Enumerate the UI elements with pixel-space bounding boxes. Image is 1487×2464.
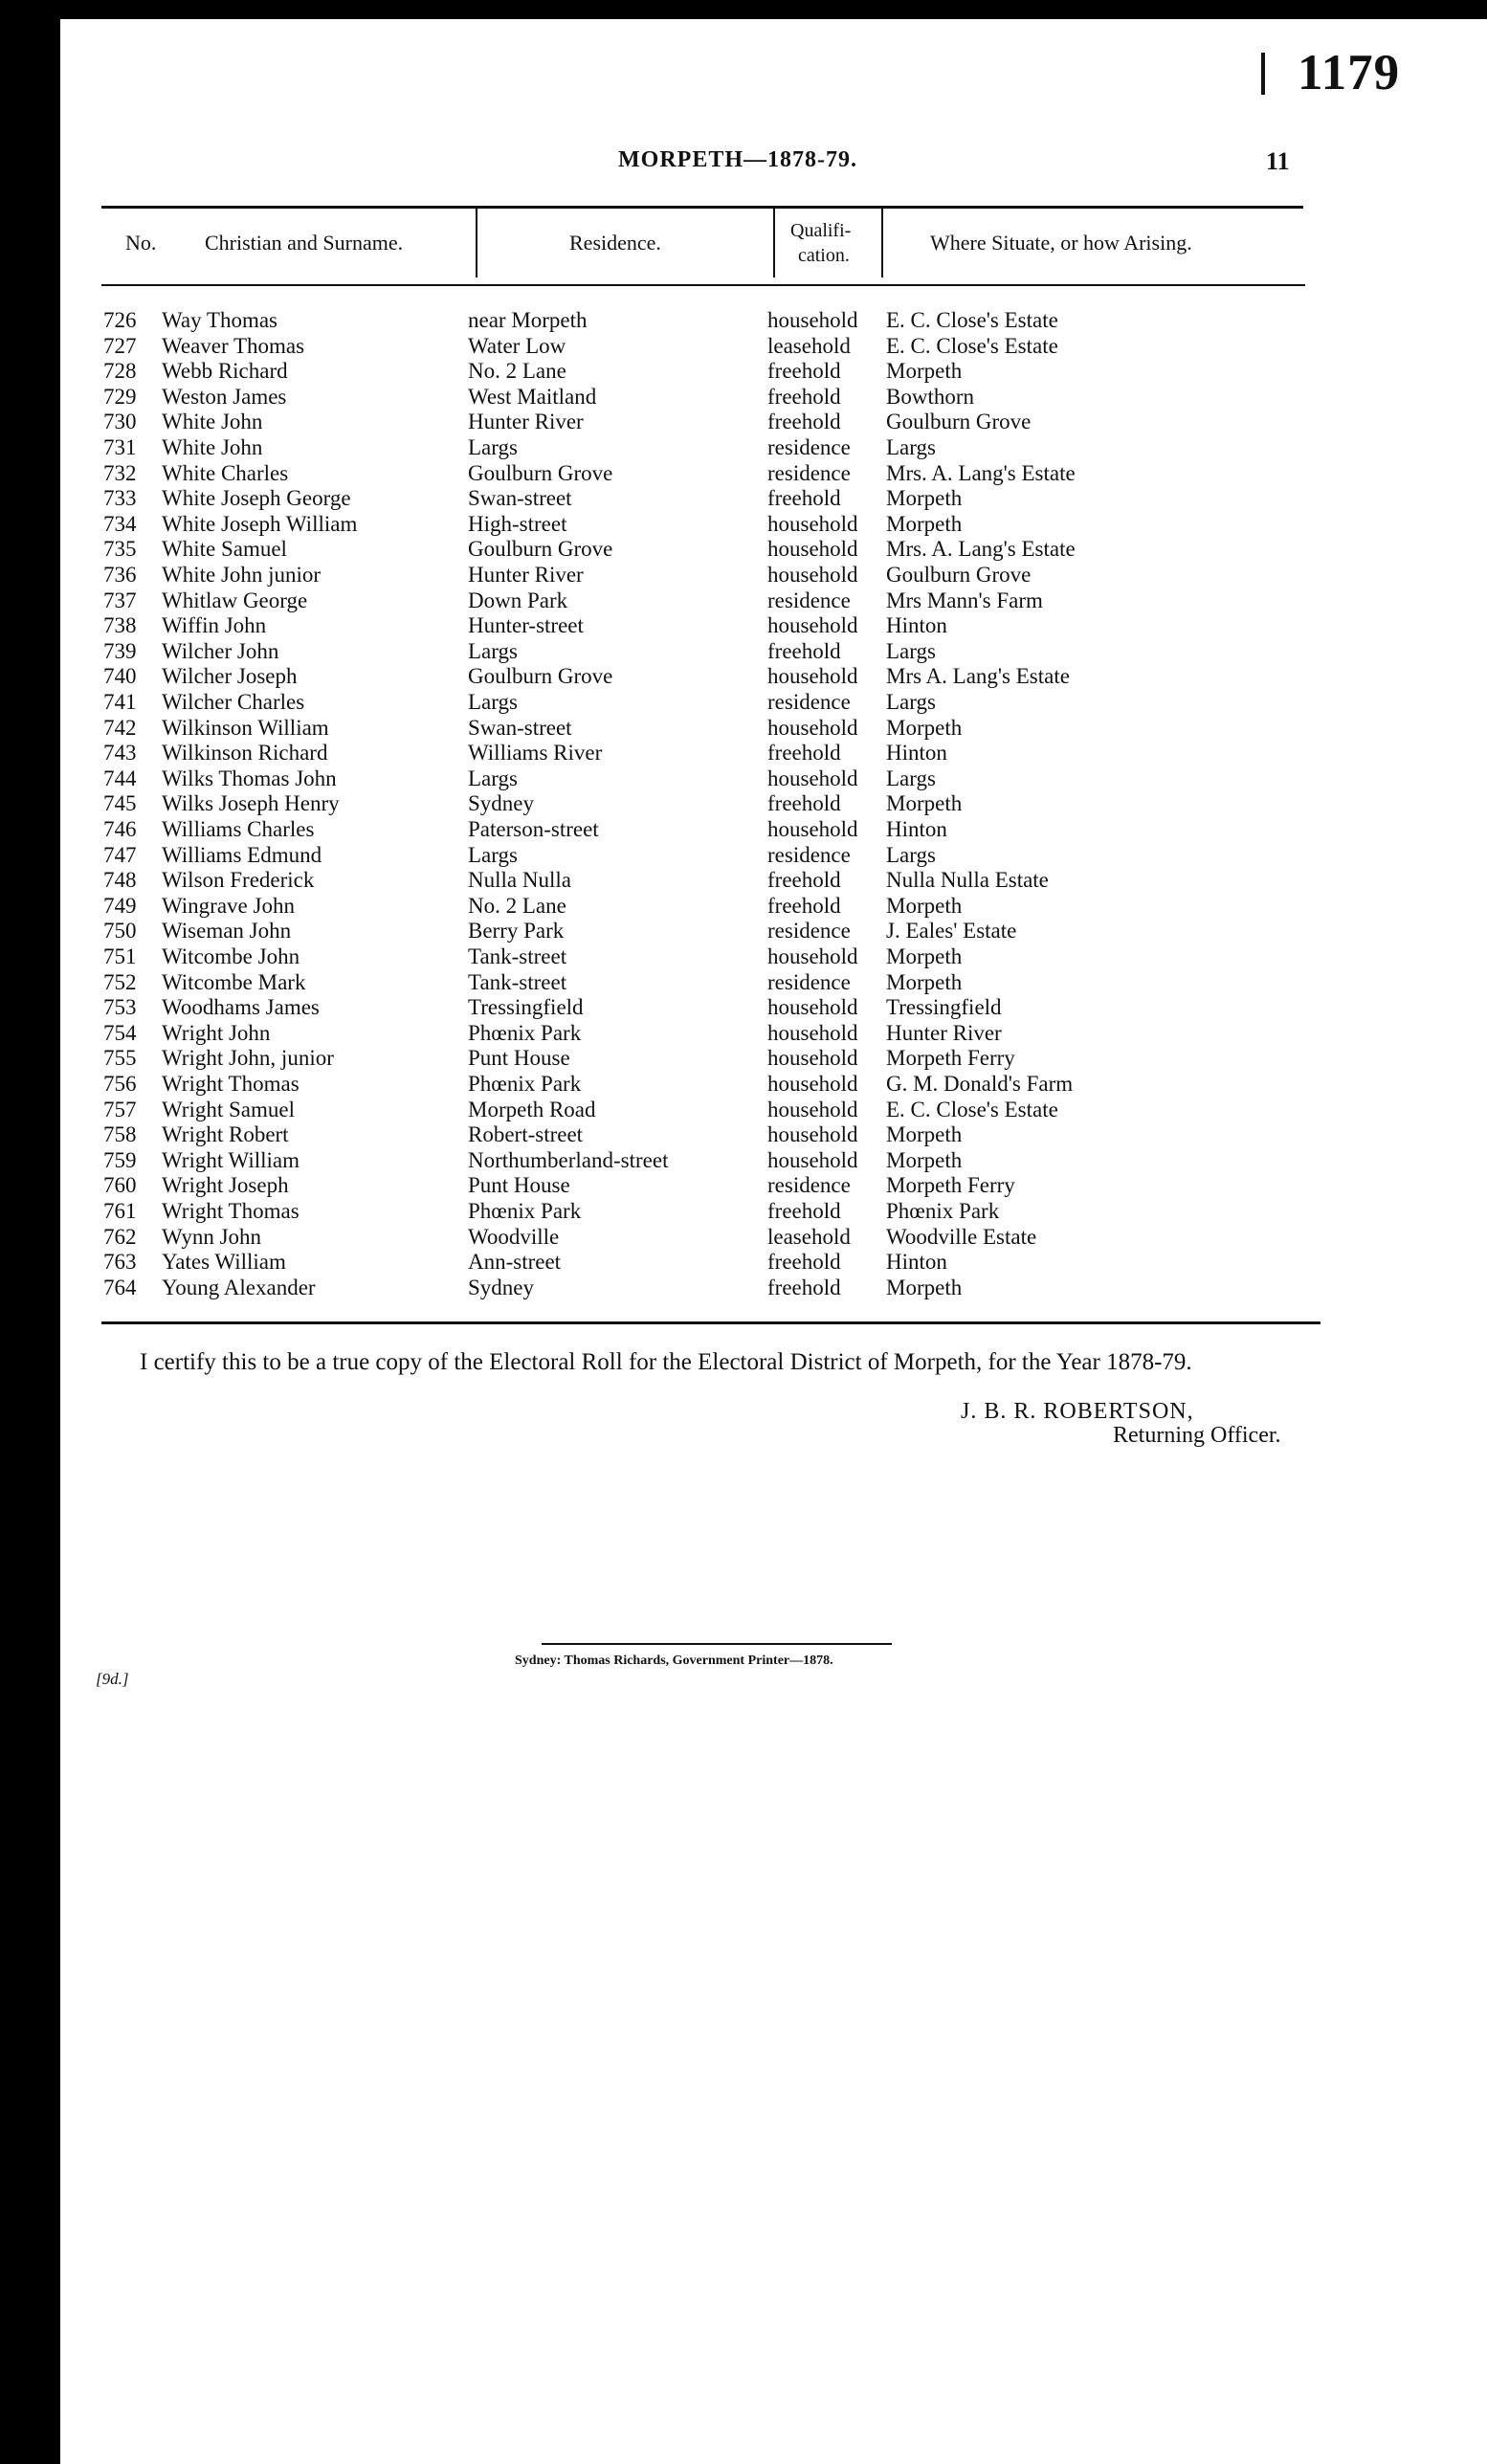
row-name: Wright Robert (162, 1122, 289, 1146)
row-qualification: freehold (767, 359, 841, 383)
row-residence: Punt House (468, 1046, 570, 1070)
table-row (0, 639, 1487, 665)
row-number: 761 (103, 1199, 137, 1223)
row-qualification: household (767, 995, 858, 1019)
row-qualification: household (767, 1021, 858, 1045)
row-number: 764 (103, 1276, 137, 1299)
row-residence: Goulburn Grove (468, 537, 613, 561)
row-where: Goulburn Grove (886, 563, 1032, 587)
row-where: Goulburn Grove (886, 410, 1032, 433)
row-qualification: freehold (767, 868, 841, 892)
row-name: Young Alexander (162, 1276, 316, 1299)
row-residence: Tressingfield (468, 995, 584, 1019)
row-residence: No. 2 Lane (468, 359, 566, 383)
row-qualification: household (767, 766, 858, 790)
row-where: Hinton (886, 741, 947, 765)
row-name: Wright William (162, 1148, 300, 1172)
header-name: Christian and Surname. (205, 231, 404, 255)
row-residence: Woodville (468, 1225, 560, 1249)
row-residence: Sydney (468, 791, 534, 815)
row-where: Mrs A. Lang's Estate (886, 664, 1070, 688)
row-qualification: freehold (767, 1250, 841, 1274)
row-residence: Williams River (468, 741, 603, 765)
row-number: 753 (103, 995, 137, 1019)
row-where: Hinton (886, 817, 947, 841)
row-where: Morpeth Ferry (886, 1173, 1015, 1197)
row-where: Largs (886, 639, 936, 663)
row-residence: Swan-street (468, 486, 572, 510)
row-number: 747 (103, 843, 137, 867)
row-name: Wright Thomas (162, 1072, 300, 1096)
table-row (0, 1250, 1487, 1276)
row-qualification: freehold (767, 791, 841, 815)
row-name: Woodhams James (162, 995, 320, 1019)
row-number: 745 (103, 791, 137, 815)
row-name: Wright Joseph (162, 1173, 289, 1197)
row-name: White Charles (162, 461, 289, 485)
row-name: Williams Edmund (162, 843, 322, 867)
row-number: 760 (103, 1173, 137, 1197)
row-number: 728 (103, 359, 137, 383)
row-name: Wright John, junior (162, 1046, 334, 1070)
row-name: Williams Charles (162, 817, 315, 841)
table-row (0, 944, 1487, 970)
table-row (0, 664, 1487, 690)
row-where: Largs (886, 843, 936, 867)
row-where: Mrs. A. Lang's Estate (886, 461, 1076, 485)
row-qualification: household (767, 1122, 858, 1146)
row-residence: Hunter River (468, 563, 584, 587)
row-qualification: freehold (767, 486, 841, 510)
row-residence: West Maitland (468, 385, 597, 409)
row-name: Wilks Joseph Henry (162, 791, 340, 815)
table-row (0, 1122, 1487, 1148)
signatory-office: Returning Officer. (1113, 1423, 1281, 1448)
row-number: 738 (103, 613, 137, 637)
row-residence: Paterson-street (468, 817, 599, 841)
printer-imprint: Sydney: Thomas Richards, Government Printer—1878. (515, 1654, 833, 1668)
row-name: Witcombe John (162, 944, 300, 968)
table-row (0, 334, 1487, 360)
row-number: 752 (103, 970, 137, 994)
header-residence: Residence. (569, 231, 661, 255)
folio-number: 1179 (1298, 45, 1401, 100)
row-number: 731 (103, 435, 137, 459)
row-where: E. C. Close's Estate (886, 308, 1058, 332)
row-qualification: freehold (767, 639, 841, 663)
row-residence: Hunter-street (468, 613, 584, 637)
header-divider-2 (773, 209, 775, 277)
row-number: 741 (103, 690, 137, 714)
table-end-rule (101, 1321, 1321, 1324)
row-qualification: freehold (767, 894, 841, 918)
row-number: 740 (103, 664, 137, 688)
row-qualification: household (767, 944, 858, 968)
header-divider-3 (881, 209, 883, 277)
table-row (0, 1225, 1487, 1251)
row-where: Phœnix Park (886, 1199, 1000, 1223)
row-where: J. Eales' Estate (886, 919, 1017, 943)
row-number: 762 (103, 1225, 137, 1249)
table-row (0, 563, 1487, 588)
row-name: Wiffin John (162, 613, 267, 637)
row-name: Yates William (162, 1250, 286, 1274)
row-qualification: residence (767, 588, 851, 612)
row-number: 750 (103, 919, 137, 943)
row-number: 763 (103, 1250, 137, 1274)
row-qualification: household (767, 1148, 858, 1172)
row-where: Morpeth (886, 512, 963, 536)
row-residence: Nulla Nulla (468, 868, 571, 892)
row-qualification: residence (767, 1173, 851, 1197)
row-residence: Largs (468, 766, 518, 790)
row-where: Morpeth (886, 894, 963, 918)
header-qualification-line1: Qualifi- (790, 220, 852, 241)
header-bottom-rule (101, 284, 1305, 286)
row-number: 759 (103, 1148, 137, 1172)
row-residence: Phœnix Park (468, 1021, 582, 1045)
table-row (0, 766, 1487, 792)
row-where: Hunter River (886, 1021, 1002, 1045)
row-number: 751 (103, 944, 137, 968)
row-qualification: household (767, 664, 858, 688)
row-name: Wilcher John (162, 639, 279, 663)
row-number: 758 (103, 1122, 137, 1146)
table-row (0, 1046, 1487, 1072)
row-number: 754 (103, 1021, 137, 1045)
row-qualification: residence (767, 919, 851, 943)
row-qualification: household (767, 537, 858, 561)
row-where: Morpeth Ferry (886, 1046, 1015, 1070)
row-residence: Tank-street (468, 970, 567, 994)
page-number: 11 (1266, 147, 1290, 175)
row-qualification: leasehold (767, 1225, 851, 1249)
row-qualification: household (767, 1098, 858, 1121)
table-row (0, 588, 1487, 614)
row-residence: Largs (468, 435, 518, 459)
row-number: 744 (103, 766, 137, 790)
row-where: Mrs Mann's Farm (886, 588, 1043, 612)
table-row (0, 410, 1487, 435)
row-name: Wright John (162, 1021, 271, 1045)
table-row (0, 716, 1487, 742)
row-number: 756 (103, 1072, 137, 1096)
row-qualification: residence (767, 970, 851, 994)
row-qualification: freehold (767, 741, 841, 765)
row-residence: High-street (468, 512, 567, 536)
row-number: 736 (103, 563, 137, 587)
row-name: Webb Richard (162, 359, 288, 383)
row-residence: Phœnix Park (468, 1072, 582, 1096)
row-number: 729 (103, 385, 137, 409)
row-qualification: household (767, 817, 858, 841)
row-name: Weaver Thomas (162, 334, 305, 358)
row-where: Tressingfield (886, 995, 1002, 1019)
row-residence: No. 2 Lane (468, 894, 566, 918)
row-number: 737 (103, 588, 137, 612)
row-residence: Largs (468, 639, 518, 663)
header-top-rule (101, 206, 1303, 209)
table-row (0, 1276, 1487, 1301)
row-where: Bowthorn (886, 385, 974, 409)
row-name: Way Thomas (162, 308, 278, 332)
header-where: Where Situate, or how Arising. (930, 231, 1192, 255)
row-where: Morpeth (886, 359, 963, 383)
row-where: Hinton (886, 1250, 947, 1274)
row-name: Whitlaw George (162, 588, 308, 612)
table-row (0, 435, 1487, 461)
table-row (0, 385, 1487, 411)
page-title: MORPETH—1878-79. (618, 147, 857, 172)
row-qualification: residence (767, 461, 851, 485)
row-where: Largs (886, 435, 936, 459)
row-residence: Largs (468, 690, 518, 714)
row-where: Morpeth (886, 1148, 963, 1172)
row-residence: Ann-street (468, 1250, 562, 1274)
row-name: Wilson Frederick (162, 868, 315, 892)
row-qualification: freehold (767, 1199, 841, 1223)
printer-rule (542, 1643, 892, 1645)
row-qualification: residence (767, 435, 851, 459)
table-row (0, 995, 1487, 1021)
row-where: Morpeth (886, 791, 963, 815)
table-row (0, 359, 1487, 385)
row-residence: Goulburn Grove (468, 461, 613, 485)
row-number: 727 (103, 334, 137, 358)
row-number: 755 (103, 1046, 137, 1070)
row-residence: Sydney (468, 1276, 534, 1299)
row-qualification: residence (767, 843, 851, 867)
row-name: Wilcher Charles (162, 690, 305, 714)
row-qualification: household (767, 1046, 858, 1070)
row-residence: near Morpeth (468, 308, 588, 332)
row-name: White John (162, 410, 263, 433)
table-row (0, 1148, 1487, 1174)
row-name: Wilks Thomas John (162, 766, 337, 790)
row-where: Woodville Estate (886, 1225, 1037, 1249)
row-where: Morpeth (886, 486, 963, 510)
row-name: Weston James (162, 385, 287, 409)
row-where: Mrs. A. Lang's Estate (886, 537, 1076, 561)
row-name: Wilcher Joseph (162, 664, 298, 688)
row-name: White Joseph William (162, 512, 358, 536)
row-qualification: household (767, 613, 858, 637)
header-divider-1 (476, 209, 477, 277)
row-number: 730 (103, 410, 137, 433)
row-number: 726 (103, 308, 137, 332)
row-number: 746 (103, 817, 137, 841)
row-name: Wilkinson William (162, 716, 329, 740)
row-residence: Berry Park (468, 919, 565, 943)
row-qualification: residence (767, 690, 851, 714)
table-row (0, 512, 1487, 538)
folio-mark (1261, 53, 1265, 95)
row-name: Wiseman John (162, 919, 292, 943)
row-where: Morpeth (886, 944, 963, 968)
table-row (0, 1173, 1487, 1199)
row-where: Morpeth (886, 1276, 963, 1299)
row-name: White John junior (162, 563, 322, 587)
row-qualification: household (767, 716, 858, 740)
row-residence: Down Park (468, 588, 568, 612)
row-residence: Punt House (468, 1173, 570, 1197)
row-where: Morpeth (886, 1122, 963, 1146)
row-number: 735 (103, 537, 137, 561)
table-row (0, 1098, 1487, 1123)
row-where: E. C. Close's Estate (886, 334, 1058, 358)
table-row (0, 791, 1487, 817)
table-row (0, 843, 1487, 869)
row-where: Morpeth (886, 716, 963, 740)
row-number: 742 (103, 716, 137, 740)
row-qualification: household (767, 1072, 858, 1096)
row-name: Wright Thomas (162, 1199, 300, 1223)
row-where: Largs (886, 690, 936, 714)
price-mark: [9d.] (96, 1670, 129, 1688)
table-row (0, 1072, 1487, 1098)
row-residence: Hunter River (468, 410, 584, 433)
header-qualification-line2: cation. (798, 245, 850, 266)
row-name: White Samuel (162, 537, 287, 561)
certification-statement: I certify this to be a true copy of the Electoral Roll for the Electoral District of Morpeth, for the Year 1878-79. (140, 1349, 1192, 1375)
table-row (0, 868, 1487, 894)
row-number: 739 (103, 639, 137, 663)
table-row (0, 1021, 1487, 1047)
row-qualification: household (767, 308, 858, 332)
row-residence: Phœnix Park (468, 1199, 582, 1223)
row-residence: Tank-street (468, 944, 567, 968)
row-qualification: freehold (767, 385, 841, 409)
table-row (0, 1199, 1487, 1225)
row-residence: Goulburn Grove (468, 664, 613, 688)
row-number: 734 (103, 512, 137, 536)
table-row (0, 461, 1487, 487)
table-row (0, 537, 1487, 563)
row-where: Morpeth (886, 970, 963, 994)
row-name: Wynn John (162, 1225, 262, 1249)
row-number: 757 (103, 1098, 137, 1121)
row-residence: Water Low (468, 334, 566, 358)
row-number: 743 (103, 741, 137, 765)
row-residence: Robert-street (468, 1122, 584, 1146)
row-number: 733 (103, 486, 137, 510)
row-name: Witcombe Mark (162, 970, 306, 994)
table-row (0, 919, 1487, 944)
row-number: 748 (103, 868, 137, 892)
row-qualification: household (767, 512, 858, 536)
table-row (0, 817, 1487, 843)
row-number: 732 (103, 461, 137, 485)
row-residence: Northumberland-street (468, 1148, 669, 1172)
row-name: Wingrave John (162, 894, 295, 918)
row-where: Nulla Nulla Estate (886, 868, 1049, 892)
table-row (0, 613, 1487, 639)
row-name: White John (162, 435, 263, 459)
row-where: E. C. Close's Estate (886, 1098, 1058, 1121)
table-row (0, 741, 1487, 766)
row-qualification: household (767, 563, 858, 587)
row-name: White Joseph George (162, 486, 351, 510)
row-where: Hinton (886, 613, 947, 637)
row-name: Wilkinson Richard (162, 741, 328, 765)
row-where: G. M. Donald's Farm (886, 1072, 1074, 1096)
row-qualification: freehold (767, 410, 841, 433)
table-row (0, 690, 1487, 716)
signatory-name: J. B. R. ROBERTSON, (961, 1399, 1194, 1424)
row-residence: Morpeth Road (468, 1098, 596, 1121)
table-row (0, 486, 1487, 512)
row-residence: Largs (468, 843, 518, 867)
row-qualification: freehold (767, 1276, 841, 1299)
row-residence: Swan-street (468, 716, 572, 740)
header-no: No. (125, 231, 157, 255)
table-row (0, 970, 1487, 996)
row-qualification: leasehold (767, 334, 851, 358)
row-name: Wright Samuel (162, 1098, 295, 1121)
row-where: Largs (886, 766, 936, 790)
row-number: 749 (103, 894, 137, 918)
table-row (0, 894, 1487, 920)
table-row (0, 308, 1487, 334)
